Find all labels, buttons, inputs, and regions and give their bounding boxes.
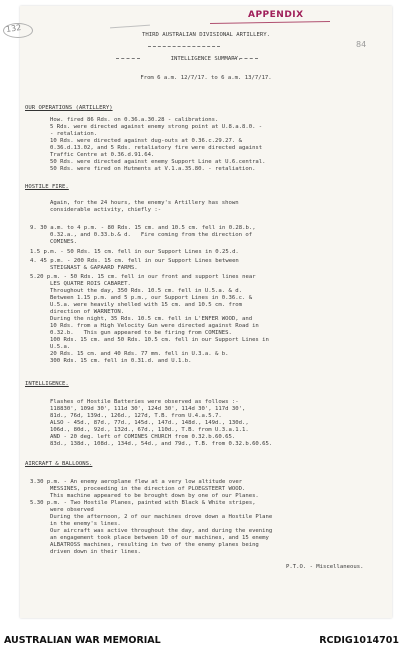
aircraft-line: an engagement took place between 10 of our machines, and 15 enemy	[50, 535, 269, 541]
aircraft-line: driven down in their lines.	[50, 549, 141, 555]
intelligence-line: 106d., 80d., 92d., 132d., 67d., 110d., T.B. from U.3.a.1.1.	[50, 427, 249, 433]
hostile-fire-line: During the night, 35 Rds. 10.5 cm. fell in L'ENFER WOOD, and	[50, 316, 253, 322]
hostile-fire-line: 4. 45 p.m. - 200 Rds. 15 cm. fell in our Support Lines between	[30, 258, 239, 264]
summary-period: From 6 a.m. 12/7/17. to 6 a.m. 13/7/17.	[140, 75, 272, 81]
title-dash-right	[234, 58, 258, 59]
aircraft-line: in the enemy's lines.	[50, 521, 121, 527]
intelligence-line: 83d., 138d., 108d., 134d., 54d., and 79d., T.B. from 0.32.b.60.65.	[50, 441, 273, 447]
hostile-fire-line: 0.32.a., and 0.33.b.& d. Fire coming from the direction of	[50, 232, 253, 238]
operations-line: 5 Rds. were directed against enemy strong point at U.8.a.8.0. -	[50, 124, 263, 130]
intelligence-line: 81d., 76d, 139d., 126d., 127d, T.B. from U.4.a.5.7.	[50, 413, 222, 419]
intelligence-heading: INTELLIGENCE.	[25, 381, 69, 387]
hostile-fire-line: STEIGNAST & GAPAARD FARMS.	[50, 265, 138, 271]
operations-line: How. fired 86 Rds. on 0.36.a.30.28 - calibrations.	[50, 117, 219, 123]
hostile-fire-line: 9. 30 a.m. to 4 p.m. - 80 Rds. 15 cm. and 10.5 cm. fell in 0.28.b.,	[30, 225, 256, 231]
pencil-mark	[110, 25, 150, 29]
title-dash-left	[116, 58, 140, 59]
footer-record-id: RCDIG1014701	[319, 634, 399, 646]
hostile-fire-line: U.5.a.	[50, 344, 71, 350]
operations-heading: OUR OPERATIONS (ARTILLERY)	[25, 105, 113, 111]
hostile-fire-line: 1.5 p.m. - 50 Rds. 15 cm. fell in our Support Lines in 0.25.d.	[30, 249, 239, 255]
aircraft-line: MESSINES, proceeding in the direction of PLOEGSTEERT WOOD.	[50, 486, 246, 492]
summary-title: INTELLIGENCE SUMMARY.	[170, 56, 242, 62]
hostile-fire-line: 20 Rds. 15 cm. and 40 Rds. 77 mm. fell in U.3.a. & b.	[50, 351, 229, 357]
pto-note: P.T.O. - Miscellaneous.	[286, 564, 364, 570]
appendix-stamp: APPENDIX	[248, 10, 304, 20]
operations-line: - retaliation.	[50, 131, 98, 137]
aircraft-heading: AIRCRAFT & BALLOONS.	[25, 461, 93, 467]
footer-institution: AUSTRALIAN WAR MEMORIAL	[4, 634, 161, 646]
archive-footer	[0, 626, 403, 654]
operations-line: 50 Rds. were directed against enemy Support Line at U.6.central.	[50, 159, 266, 165]
intelligence-line: Flashes of Hostile Batteries were observed as follows :-	[50, 399, 239, 405]
hostile-fire-line: U.5.a. were heavily shelled with 15 cm. and 10.5 cm. from	[50, 302, 242, 308]
aircraft-line: 5.30 p.m. - Two Hostile Planes, painted with Black & White stripes,	[30, 500, 256, 506]
hostile-fire-line: 0.32.b. This gun appeared to be firing from COMINES.	[50, 330, 232, 336]
intelligence-line: AND - 20 deg. left of COMINES CHURCH from 0.32.b.60.65.	[50, 434, 236, 440]
operations-line: 0.36.d.13.02, and 5 Rds. retaliatory fire were directed against	[50, 145, 263, 151]
intelligence-line: ALSO - 45d., 87d., 77d., 145d., 147d., 148d., 149d., 130d.,	[50, 420, 249, 426]
archive-number: 132	[5, 22, 22, 35]
hostile-fire-line: considerable activity, chiefly :-	[50, 207, 162, 213]
hostile-fire-heading: HOSTILE FIRE.	[25, 184, 69, 190]
folio-number: 84	[356, 40, 367, 49]
intelligence-line: 118830', 109d 30', 111d 30', 124d 30', 114d 30', 117d 30',	[50, 406, 246, 412]
operations-line: 10 Rds. were directed against dug-outs at 0.36.c.29.27. &	[50, 138, 242, 144]
operations-line: 50 Rds. were fired on Hutments at V.1.a.35.80. - retaliation.	[50, 166, 256, 172]
hostile-fire-line: direction of WARNETON.	[50, 309, 125, 315]
aircraft-line: Our aircraft was active throughout the day, and during the evening	[50, 528, 273, 534]
hostile-fire-line: Again, for the 24 hours, the enemy's Artillery has shown	[50, 200, 239, 206]
aircraft-line: were observed	[50, 507, 94, 513]
hostile-fire-line: 300 Rds. 15 cm. fell in 0.31.d. and U.1.b.	[50, 358, 192, 364]
typed-sheet	[20, 6, 392, 618]
hostile-fire-line: 5.20 p.m. - 50 Rds. 15 cm. fell in our front and support lines near	[30, 274, 256, 280]
appendix-underline	[210, 21, 330, 24]
aircraft-line: During the afternoon, 2 of our machines drove down a Hostile Plane	[50, 514, 273, 520]
hostile-fire-line: Between 1.15 p.m. and 5 p.m., our Support Lines in 0.36.c. &	[50, 295, 253, 301]
unit-heading: THIRD AUSTRALIAN DIVISIONAL ARTILLERY.	[142, 32, 270, 38]
hostile-fire-line: LES QUATRE ROIS CABARET.	[50, 281, 131, 287]
hostile-fire-line: Throughout the day, 350 Rds. 10.5 cm. fell in U.5.a. & d.	[50, 288, 242, 294]
hostile-fire-line: COMINES.	[50, 239, 77, 245]
aircraft-line: This machine appeared to be brought down by one of our Planes.	[50, 493, 259, 499]
aircraft-line: ALBATROSS machines, resulting in two of the enemy planes being	[50, 542, 259, 548]
hostile-fire-line: 10 Rds. from a High Velocity Gun were directed against Road in	[50, 323, 259, 329]
hostile-fire-line: 100 Rds. 15 cm. and 50 Rds. 10.5 cm. fell in our Support Lines in	[50, 337, 269, 343]
aircraft-line: 3.30 p.m. - An enemy aeroplane flew at a very low altitude over	[30, 479, 243, 485]
operations-line: Traffic Centre at 0.36.d.91.64.	[50, 152, 155, 158]
header-divider	[148, 46, 220, 47]
